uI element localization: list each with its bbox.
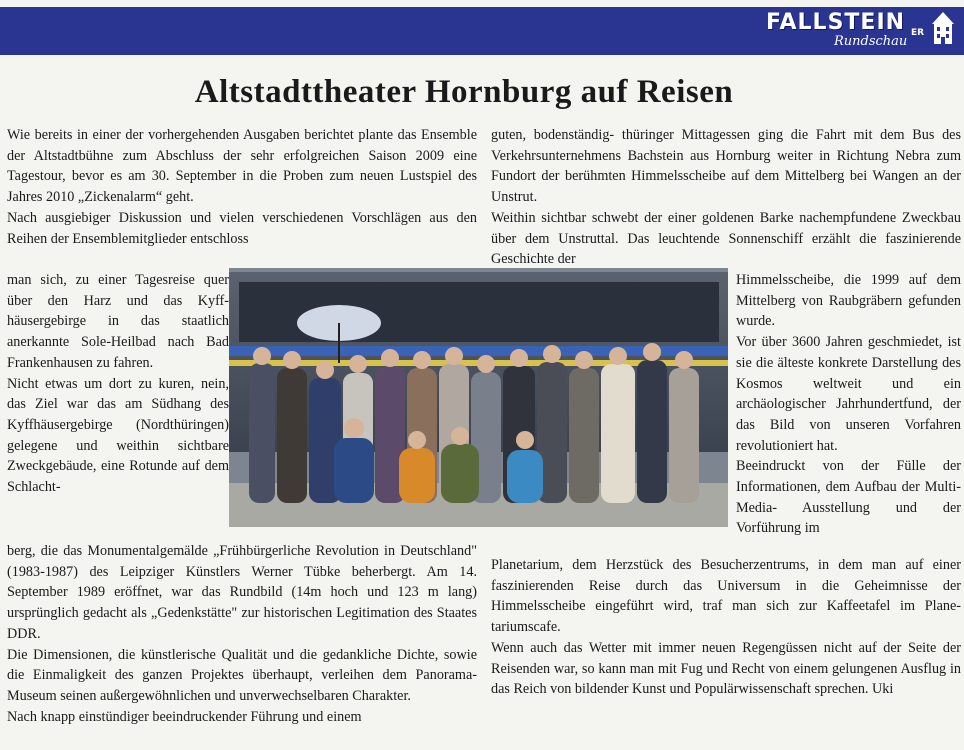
article-right-column-top: guten, bodenständig- thüringer Mittagessen ging die Fahrt mit dem Bus des Verkehrsunternehmens Bachstein aus Hornburg weiter in Richtung Nebra zum Fundort der berühmten Himmelsscheibe auf dem Mittelberg bei Wangen an der Unstrut. Weithin sichtbar schwebt der einer goldenen Barke nachempfundene Zweckbau über dem Unstruttal. Das leuchtende Sonnenschiff erzählt die faszinierende Geschichte der bbox=[491, 127, 961, 268]
article-left-column-bottom: berg, die das Monumentalgemälde „Frühbürgerliche Revolution in Deutschland" (1983-1987) des Leipziger Künstlers Werner Tübke beherbergt. Am 14. September 1989 eröffnet, war das Rundbild (14m hoch und 123 m lang) ursprünglich gedacht als „Gedenkstätte" zur historischen Legitimation des Staates DDR. Die Dimensionen, die künstlerische Qualität und die gedankliche Dichte, sowie die Einmaligkeit des ganzen Projektes überhaupt, verleihen dem Panorama-Museum seinen außergewöhnlichen und unverwechselbaren Charakter. Nach knapp einstündiger beeindruckender Führung und einem bbox=[7, 543, 477, 725]
masthead-logo bbox=[766, 10, 956, 54]
article-right-column-wrap: Himmelsscheibe, die 1999 auf dem Mittelberg von Raubgräbern gefunden wurde. Vor über 3600 Jahren geschmiedet, ist sie die älteste konkrete Darstellung des Kosmos weltweit und ein archäologischer Jahrhundertfund, der das Bild von unseren Vorfahren revolutioniert hat. Beeindruckt von der Fülle der Informationen, dem Aufbau der Multi- Media- Ausstellung und der Vorführung im bbox=[736, 272, 961, 537]
masthead-banner bbox=[0, 0, 964, 62]
town-hall-icon bbox=[930, 10, 956, 46]
article-left-column-wrap: man sich, zu einer Tagesreise quer über den Harz und das Kyff-häusergebirge in das staatlich anerkannte Sole-Heilbad nach Bad Frankenhausen zu fahren. Nicht etwas um dort zu kuren, nein, das Ziel war das am Südhang des Kyffhäusergebirge (Nordthüringen) gelegene und weithin sichtbare Zweckgebäude, eine Rotunde auf dem Schlacht- bbox=[7, 272, 229, 496]
masthead-suffix: ER bbox=[911, 28, 925, 38]
article-headline: Altstadttheater Hornburg auf Reisen bbox=[194, 74, 734, 110]
masthead-name: FALLSTEIN bbox=[766, 10, 906, 35]
article-right-column-bottom: Planetarium, dem Herzstück des Besucherzentrums, in dem man auf einer faszinierenden Reise durch das Universum in die Geheimnisse der Himmelsscheibe eingeführt wird, traf man sich zur Kaffeetafel im Plane-tariumscafe. Wenn auch das Wetter mit immer neuen Regengüssen nicht auf der Seite der Reisenden war, so kann man mit Fug und Recht von einem gelungenen Ausflug in das Reich von bildender Kunst und Populärwissenschaft sprechen. Uki bbox=[491, 557, 961, 698]
group-photo bbox=[229, 268, 728, 527]
masthead-subtitle: Rundschau bbox=[834, 34, 908, 49]
article-left-column-top: Wie bereits in einer der vorhergehenden Ausgaben berichtet plante das Ensemble der Altstadtbühne zum Abschluss der sehr erfolgreichen Saison 2009 eine Tagestour, bevor es am 30. September in die Proben zum neuen Lustspiel des Jahres 2010 „Zickenalarm“ geht. Nach ausgiebiger Diskussion und vielen verschiedenen Vorschlägen aus den Reihen der Ensemblemitglieder entschloss bbox=[7, 127, 477, 247]
